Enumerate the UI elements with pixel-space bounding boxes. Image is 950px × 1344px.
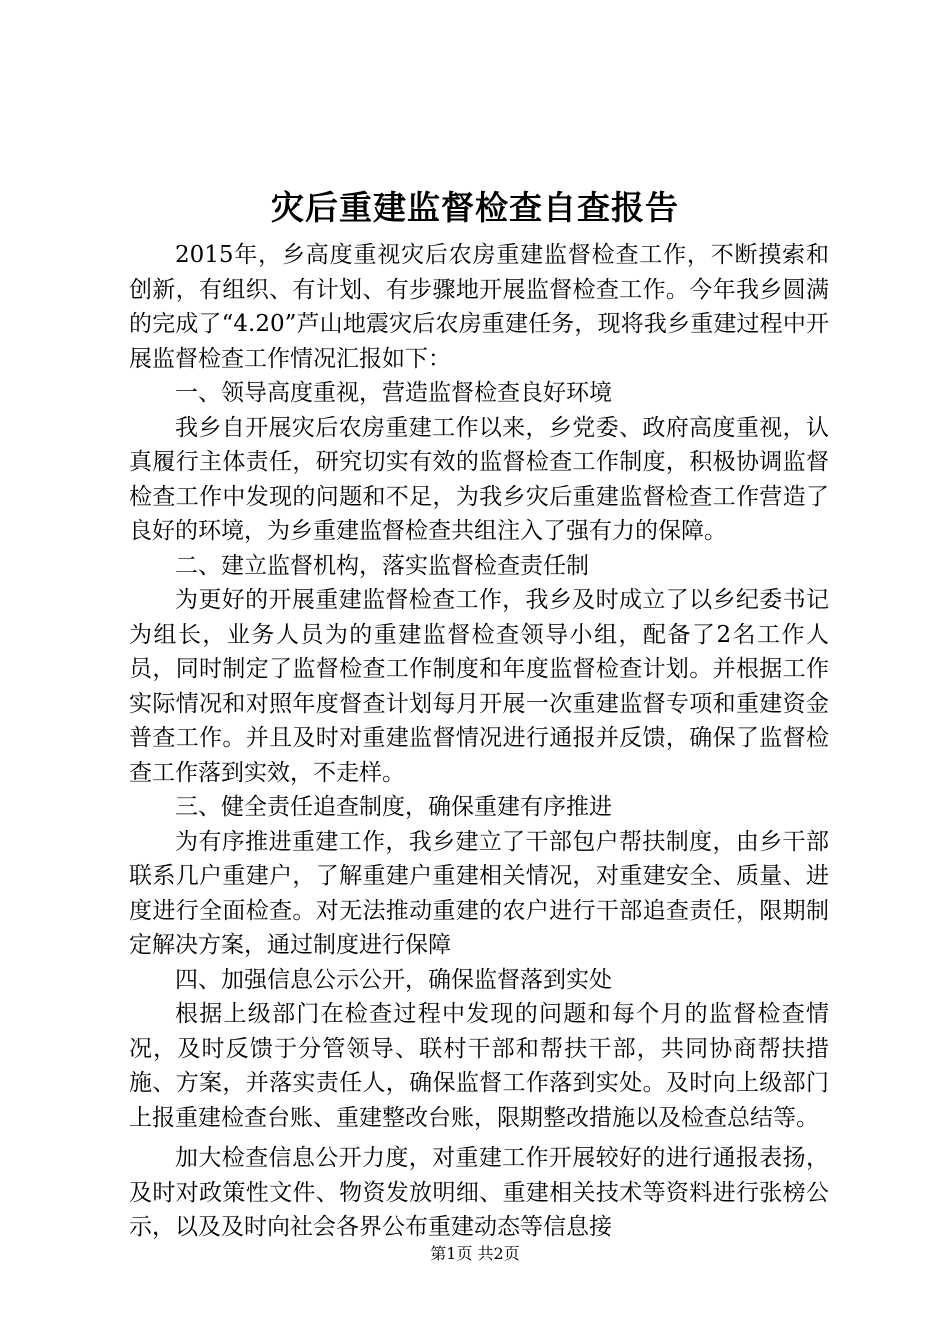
- page-footer: 第1页 共2页: [430, 1244, 520, 1263]
- section-paragraph-2: 为更好的开展重建监督检查工作，我乡及时成立了以乡纪委书记为组长，业务人员为的重建监督检查领导小组，配备了2名工作人员，同时制定了监督检查工作制度和年度监督检查计划。并根据工作实际情况和对照年度督查计划每月开展一次重建监督专项和重建资金普查工作。并且及时对重建监督情况进行通报并反馈，确保了监督检查工作落到实效，不走样。: [129, 587, 829, 786]
- section-heading-4: 四、加强信息公示公开，确保监督落到实处: [175, 966, 612, 993]
- document-body: [129, 238, 829, 1245]
- section-heading-3: 三、健全责任追查制度，确保重建有序推进: [175, 794, 612, 820]
- document-title: 灾后重建监督检查自查报告: [271, 188, 679, 227]
- section-heading-1: 一、领导高度重视，营造监督检查良好环境: [175, 380, 612, 406]
- section-paragraph-3: 为有序推进重建工作，我乡建立了干部包户帮扶制度，由乡干部联系几户重建户，了解重建户重建相关情况，对重建安全、质量、进度进行全面检查。对无法推动重建的农户进行干部追查责任，限期制定解决方案，通过制度进行保障: [129, 828, 829, 958]
- section-paragraph-1: 我乡自开展灾后农房重建工作以来，乡党委、政府高度重视，认真履行主体责任，研究切实有效的监督检查工作制度，积极协调监督检查工作中发现的问题和不足，为我乡灾后重建监督检查工作营造了良好的环境，为乡重建监督检查共组注入了强有力的保障。: [129, 414, 829, 544]
- closing-paragraph: 加大检查信息公开力度，对重建工作开展较好的进行通报表扬，及时对政策性文件、物资发放明细、重建相关技术等资料进行张榜公示，以及及时向社会各界公布重建动态等信息接: [129, 1145, 829, 1240]
- section-paragraph-4: 根据上级部门在检查过程中发现的问题和每个月的监督检查情况，及时反馈于分管领导、联村干部和帮扶干部，共同协商帮扶措施、方案，并落实责任人，确保监督工作落到实处。及时向上级部门上报重建检查台账、重建整改台账，限期整改措施以及检查总结等。: [129, 1001, 829, 1131]
- section-heading-2: 二、建立监督机构，落实监督检查责任制: [175, 552, 589, 579]
- intro-paragraph: 2015年，乡高度重视灾后农房重建监督检查工作，不断摸索和创新，有组织、有计划、有步骤地开展监督检查工作。今年我乡圆满的完成了“4.20”芦山地震灾后农房重建任务，现将我乡重建过程中开展监督检查工作情况汇报如下：: [129, 242, 829, 372]
